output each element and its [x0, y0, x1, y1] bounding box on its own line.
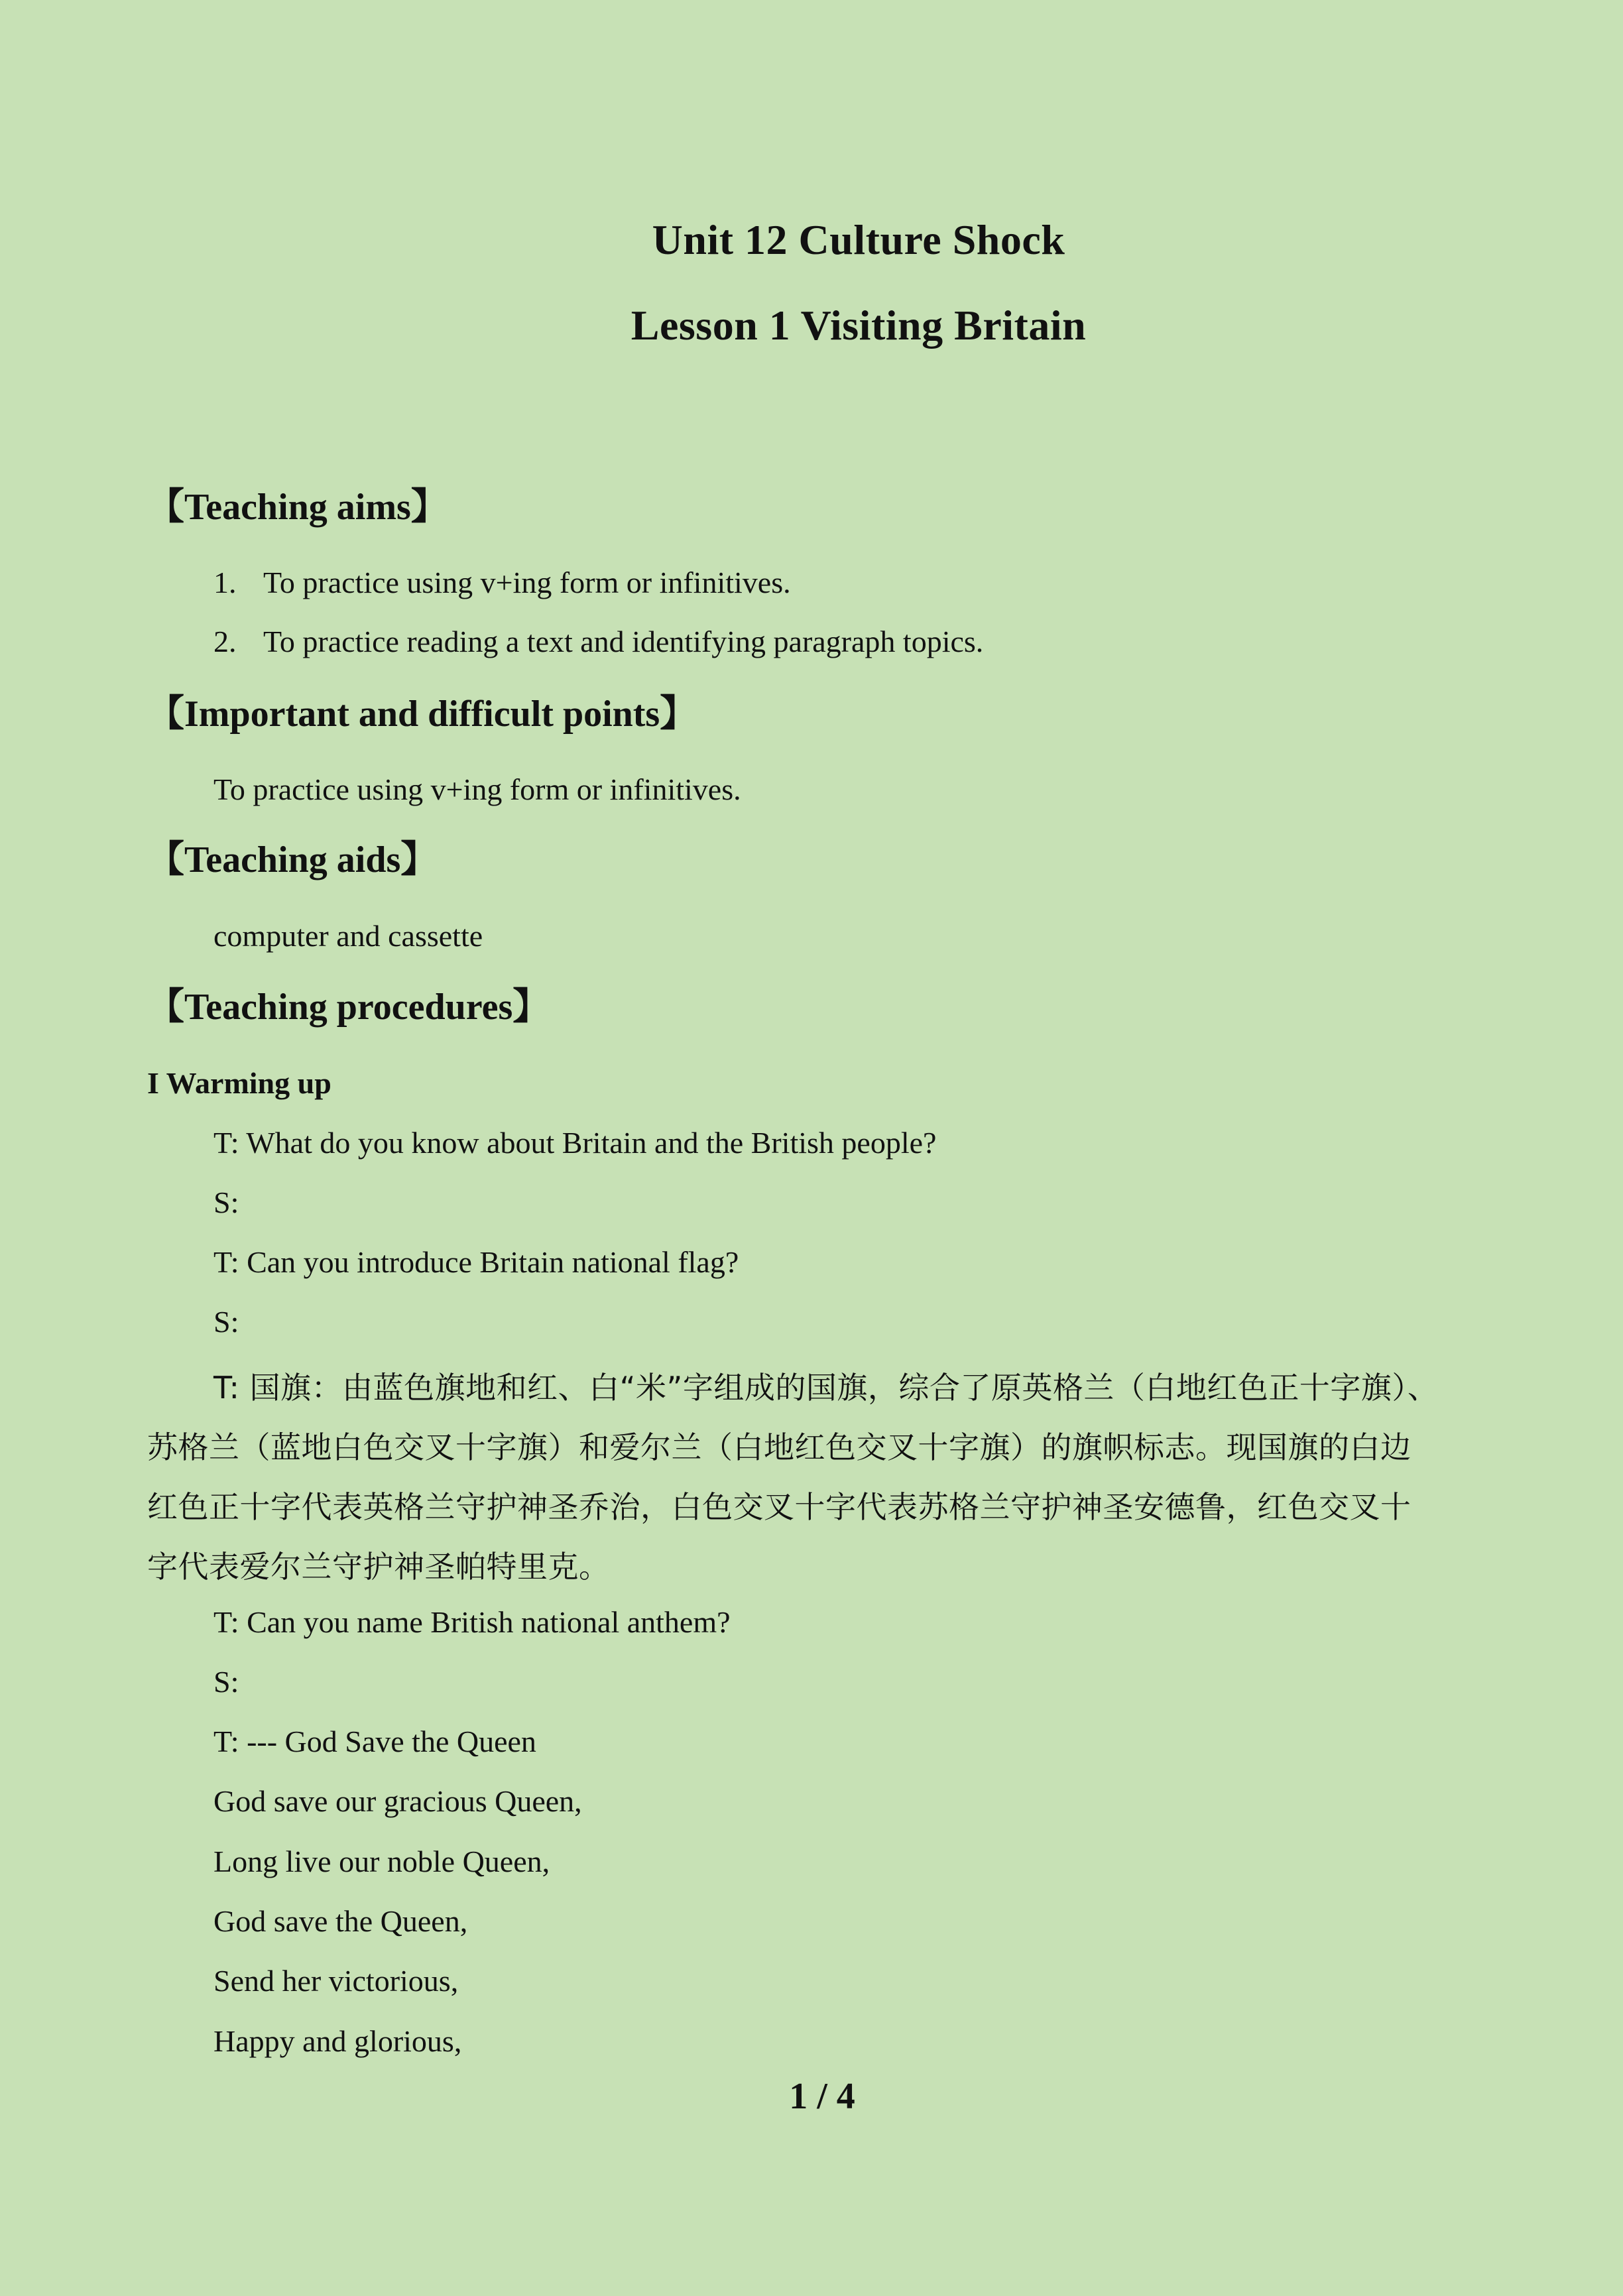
aim-text: To practice using v+ing form or infinitives.	[263, 566, 791, 599]
anthem-line: Long live our noble Queen,	[213, 1844, 550, 1878]
unit-title: Unit 12 Culture Shock	[652, 216, 1065, 263]
anthem-line: Happy and glorious,	[213, 2024, 462, 2058]
procedures-heading: 【Teaching procedures】	[147, 987, 550, 1028]
dialogue-line: S:	[213, 1185, 239, 1219]
dialogue-line: S:	[213, 1665, 239, 1699]
flag-paragraph-line: 红色正十字代表英格兰守护神圣乔治，白色交叉十字代表苏格兰守护神圣安德鲁，红色交叉十	[147, 1489, 1412, 1525]
dialogue-line: T: Can you name British national anthem?	[213, 1605, 731, 1639]
dialogue-line: T: Can you introduce Britain national flag?	[213, 1245, 739, 1279]
aim-text: To practice reading a text and identifying paragraph topics.	[263, 625, 984, 658]
anthem-line: God save our gracious Queen,	[213, 1784, 582, 1818]
aim-number: 2.	[213, 625, 237, 658]
points-heading: 【Important and difficult points】	[147, 694, 697, 735]
aids-text: computer and cassette	[213, 919, 483, 953]
aim-number: 1.	[213, 566, 237, 599]
dialogue-line: T: What do you know about Britain and the British people?	[213, 1126, 937, 1160]
flag-paragraph-line: T: 国旗：由蓝色旗地和红、白“米”字组成的国旗，综合了原英格兰（白地红色正十字旗）、	[213, 1370, 1439, 1406]
aims-heading: 【Teaching aims】	[147, 487, 448, 528]
page-number: 1 / 4	[789, 2076, 855, 2117]
lesson-title: Lesson 1 Visiting Britain	[631, 302, 1087, 349]
anthem-line: Send her victorious,	[213, 1964, 459, 1998]
dialogue-line: T: --- God Save the Queen	[213, 1724, 536, 1758]
warming-up-subheading: I Warming up	[147, 1066, 331, 1100]
aids-heading: 【Teaching aids】	[147, 839, 438, 880]
flag-paragraph-line: 苏格兰（蓝地白色交叉十字旗）和爱尔兰（白地红色交叉十字旗）的旗帜标志。现国旗的白边	[147, 1429, 1412, 1465]
anthem-line: God save the Queen,	[213, 1904, 468, 1938]
dialogue-line: S:	[213, 1305, 239, 1339]
flag-paragraph-line: 字代表爱尔兰守护神圣帕特里克。	[147, 1549, 610, 1585]
points-text: To practice using v+ing form or infinitives.	[213, 772, 741, 806]
